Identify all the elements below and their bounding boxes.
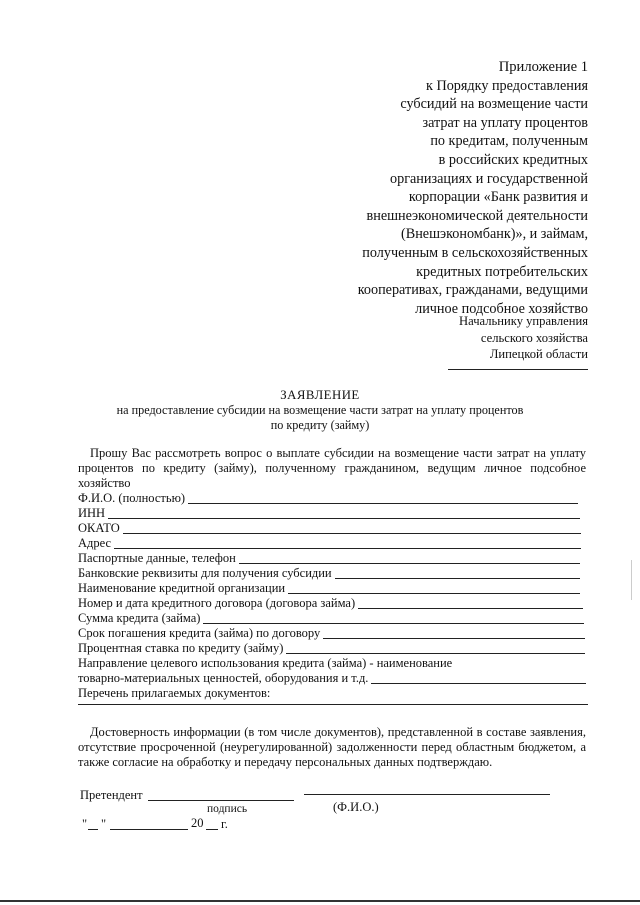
repayment-term-label: Срок погашения кредита (займа) по договору — [78, 626, 321, 640]
addressee-signature-line[interactable] — [448, 369, 588, 370]
document-title: ЗАЯВЛЕНИЕ — [280, 388, 360, 402]
passport-input-line[interactable] — [239, 563, 580, 564]
year-suffix: г. — [221, 817, 228, 831]
okato-input-line[interactable] — [123, 533, 581, 534]
date-quote-close: " — [101, 817, 107, 831]
address-label: Адрес — [78, 536, 112, 550]
appendix-line: субсидий на возмещение части — [400, 96, 588, 113]
interest-rate-label: Процентная ставка по кредиту (займу) — [78, 641, 284, 655]
inn-input-line[interactable] — [108, 518, 580, 519]
name-caption: (Ф.И.О.) — [333, 800, 379, 814]
repayment-term-field[interactable] — [78, 626, 585, 641]
passport-label: Паспортные данные, телефон — [78, 551, 236, 565]
bank-details-field[interactable] — [78, 566, 580, 581]
documents-label: Перечень прилагаемых документов: — [78, 686, 271, 700]
document-subtitle: на предоставление субсидии на возмещение части затрат на уплату процентов — [116, 403, 524, 417]
interest-rate-input-line[interactable] — [286, 653, 585, 654]
addressee-line: сельского хозяйства — [480, 330, 588, 345]
passport-field[interactable] — [78, 551, 580, 566]
date-month-line[interactable] — [110, 829, 188, 830]
page-bottom-edge — [0, 900, 640, 902]
document-subtitle-2: по кредиту (займу) — [270, 418, 370, 432]
name-line[interactable] — [304, 794, 550, 795]
appendix-line: полученным в сельскохозяйственных — [362, 244, 588, 261]
date-day-line[interactable] — [88, 829, 98, 830]
okato-field[interactable] — [78, 521, 581, 536]
appendix-line: по кредитам, полученным — [430, 133, 588, 150]
bank-details-input-line[interactable] — [335, 578, 580, 579]
appendix-line: в российских кредитных — [438, 151, 588, 168]
appendix-line: к Порядку предоставления — [426, 77, 588, 94]
appendix-header — [298, 58, 588, 318]
year-prefix: 20 — [191, 816, 204, 830]
bank-details-label: Банковские реквизиты для получения субсидии — [78, 566, 332, 580]
appendix-line: организациях и государственной — [390, 170, 588, 187]
purpose-field[interactable] — [78, 671, 586, 686]
date-year-line[interactable] — [206, 829, 218, 830]
appendix-line: кредитных потребительских — [416, 263, 588, 280]
interest-rate-field[interactable] — [78, 641, 585, 656]
addressee-block — [368, 313, 588, 363]
address-field[interactable] — [78, 536, 581, 551]
signature-caption: подпись — [207, 803, 248, 815]
appendix-line: Приложение 1 — [498, 59, 588, 75]
purpose-label-2: товарно-материальных ценностей, оборудования и т.д. — [78, 671, 369, 685]
fio-input-line[interactable] — [188, 503, 578, 504]
contract-input-line[interactable] — [358, 608, 583, 609]
appendix-line: затрат на уплату процентов — [422, 114, 588, 131]
repayment-term-input-line[interactable] — [323, 638, 585, 639]
contract-label: Номер и дата кредитного договора (договора займа) — [78, 596, 356, 610]
addressee-line: Начальнику управления — [459, 314, 588, 328]
credit-org-input-line[interactable] — [288, 593, 580, 594]
purpose-input-line[interactable] — [371, 683, 586, 684]
request-text: Прошу Вас рассмотреть вопрос о выплате субсидии на возмещение части затрат на уплату процентов по кредиту (займу), полученному гражданином, ведущим личное подсобное хозяйство — [78, 446, 586, 491]
purpose-label: Направление целевого использования кредита (займа) - наименование — [78, 656, 453, 670]
fio-label: Ф.И.О. (полностью) — [78, 491, 186, 505]
confirmation-paragraph — [78, 725, 586, 771]
address-input-line[interactable] — [114, 548, 581, 549]
appendix-line: (Внешэкономбанк)», и займам, — [401, 226, 588, 243]
fio-field[interactable] — [78, 491, 578, 506]
request-paragraph — [78, 446, 586, 492]
page-right-mark — [631, 560, 632, 600]
inn-label: ИНН — [78, 506, 106, 520]
confirmation-text: Достоверность информации (в том числе документов), представленной в составе заявления, отсутствие просроченной (неурегулированной) задолженности перед областным бюджетом, а также согласие на обработку и передачу персональных данных подтверждаю. — [78, 725, 586, 770]
credit-org-label: Наименование кредитной организации — [78, 581, 286, 595]
okato-label: ОКАТО — [78, 521, 120, 535]
documents-input-line[interactable] — [78, 704, 588, 705]
inn-field[interactable] — [78, 506, 580, 521]
applicant-label: Претендент — [80, 788, 143, 802]
date-quote-open: " — [82, 817, 88, 831]
appendix-line: личное подсобное хозяйство — [415, 300, 588, 317]
signature-line[interactable] — [148, 800, 294, 801]
appendix-line: внешнеэкономической деятельности — [366, 207, 588, 224]
credit-amount-field[interactable] — [78, 611, 584, 626]
credit-amount-label: Сумма кредита (займа) — [78, 611, 201, 625]
appendix-line: кооперативах, гражданами, ведущими — [357, 282, 588, 299]
addressee-line: Липецкой области — [489, 347, 588, 361]
credit-org-field[interactable] — [78, 581, 580, 596]
credit-amount-input-line[interactable] — [203, 623, 584, 624]
appendix-line: корпорации «Банк развития и — [408, 189, 588, 206]
contract-field[interactable] — [78, 596, 583, 611]
